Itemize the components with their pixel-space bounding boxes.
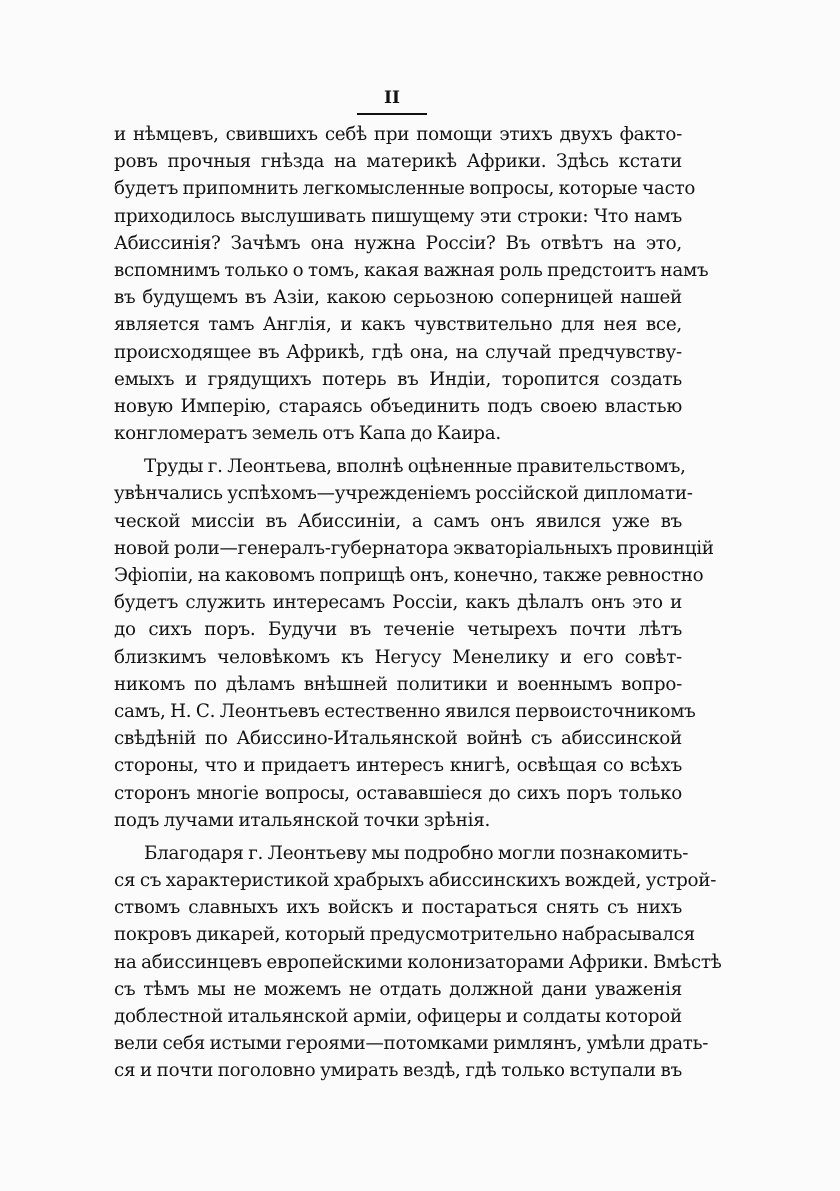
text-line: ческой миссіи въ Абиссиніи, а самъ онъ явился уже въ xyxy=(114,510,682,532)
text-line: близкимъ человѣкомъ къ Негусу Менелику и его совѣт- xyxy=(114,646,682,668)
text-line: является тамъ Англія, и какъ чувствительно для нея все, xyxy=(114,314,682,336)
text-line: Благодаря г. Леонтьеву мы подробно могли познакомить- xyxy=(144,842,689,864)
text-line: будетъ припомнить легкомысленные вопросы, которые часто xyxy=(114,178,696,200)
text-line: ся съ характеристикой храбрыхъ абиссинскихъ вождей, устрой- xyxy=(114,870,717,892)
text-line: новую Имперію, стараясь объединить подъ своею властью xyxy=(114,395,682,417)
text-line: будетъ служить интересамъ Россіи, какъ дѣлалъ онъ это и xyxy=(114,592,682,614)
text-line: и нѣмцевъ, свившихъ себѣ при помощи этихъ двухъ факто- xyxy=(114,124,682,145)
page-number: II xyxy=(384,88,400,108)
text-line: вели себя истыми героями—потомками римлянъ, умѣли драть- xyxy=(114,1033,709,1055)
text-line: увѣнчались успѣхомъ—учрежденіемъ россійской дипломати- xyxy=(114,483,693,505)
text-line: на абиссинцевъ европейскими колонизаторами Африки. Вмѣстѣ xyxy=(114,951,722,973)
text-line: вспомнимъ только о томъ, какая важная роль предстоитъ намъ xyxy=(114,259,709,281)
header-rule xyxy=(357,113,427,115)
text-line: ся и почти поголовно умирать вездѣ, гдѣ только вступали въ xyxy=(114,1060,682,1082)
text-line: Абиссинія? Зачѣмъ она нужна Россіи? Въ отвѣтъ на это, xyxy=(114,232,682,254)
text-line: конгломератъ земель отъ Капа до Каира. xyxy=(114,423,501,445)
text-line: ровъ прочныя гнѣзда на материкѣ Африки. Здѣсь кстати xyxy=(114,151,682,173)
text-line: происходящее въ Африкѣ, гдѣ она, на случай предчувству- xyxy=(114,341,682,363)
text-line: ствомъ славныхъ ихъ войскъ и постараться снять съ нихъ xyxy=(114,897,682,919)
text-line: подъ лучами итальянской точки зрѣнія. xyxy=(114,809,491,831)
text-line: съ тѣмъ мы не можемъ не отдать должной дани уваженія xyxy=(114,978,682,1000)
text-line: приходилось выслушивать пишущему эти строки: Что намъ xyxy=(114,205,682,227)
text-line: емыхъ и грядущихъ потерь въ Индіи, торопится создать xyxy=(114,368,682,390)
text-line: въ будущемъ въ Азіи, какою серьозною соперницей нашей xyxy=(114,287,682,309)
body-text xyxy=(114,121,722,1085)
text-line: свѣдѣній по Абиссино-Итальянской войнѣ съ абиссинской xyxy=(114,728,682,750)
text-line: новой роли—генералъ-губернатора экваторіальныхъ провинцій xyxy=(114,537,714,559)
text-line: самъ, Н. С. Леонтьевъ естественно явился первоисточникомъ xyxy=(114,700,696,722)
text-line: никомъ по дѣламъ внѣшней политики и военнымъ вопро- xyxy=(114,673,682,695)
text-line: до сихъ поръ. Будучи въ теченіе четырехъ почти лѣтъ xyxy=(114,619,682,641)
text-line: доблестной итальянской арміи, офицеры и солдаты которой xyxy=(114,1006,682,1027)
text-line: сторонъ многіе вопросы, остававшіеся до сихъ поръ только xyxy=(114,782,682,804)
text-line: Труды г. Леонтьева, вполнѣ оцѣненные правительствомъ, xyxy=(144,456,686,478)
text-line: покровъ дикарей, который предусмотрительно набрасывался xyxy=(114,924,695,946)
text-line: Эфіопіи, на каковомъ поприщѣ онъ, конечно, также ревностно xyxy=(114,565,704,586)
text-line: стороны, что и придаетъ интересъ книгѣ, освѣщая со всѣхъ xyxy=(114,755,682,777)
